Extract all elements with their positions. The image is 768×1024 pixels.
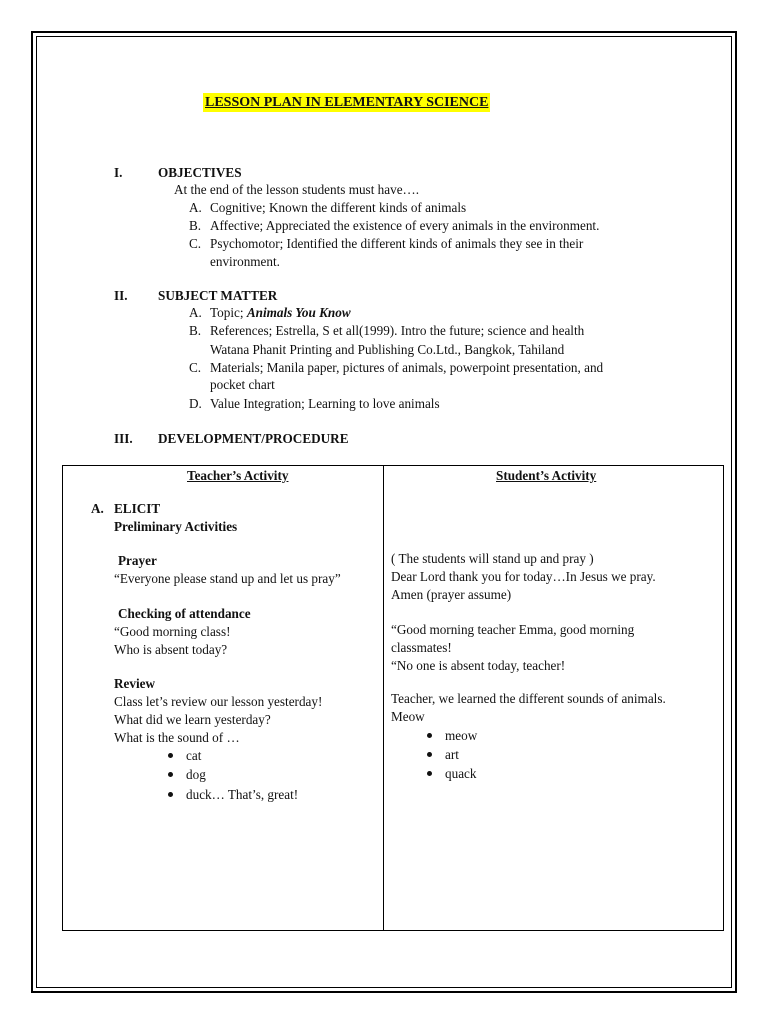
elicit-letter: A. — [91, 501, 104, 516]
bullet-dot — [427, 752, 432, 757]
bullet-dot — [427, 733, 432, 738]
attendance-teacher-text-2: Who is absent today? — [114, 642, 228, 657]
attendance-student-text-1: “Good morning teacher Emma, good morning — [391, 622, 635, 637]
prayer-student-text-3: Amen (prayer assume) — [391, 587, 512, 602]
subject-references: References; Estrella, S et all(1999). Intro the future; science and health — [210, 323, 585, 338]
subject-c-letter: C. — [189, 360, 202, 375]
subject-matter-heading: SUBJECT MATTER — [158, 288, 278, 303]
activity-table-divider — [383, 465, 384, 931]
subject-d-letter: D. — [189, 396, 202, 411]
teacher-bullet-item — [168, 766, 206, 784]
teacher-activity-header: Teacher’s Activity — [187, 468, 289, 483]
subject-materials-cont: pocket chart — [210, 377, 275, 392]
objectives-heading: OBJECTIVES — [158, 165, 242, 180]
teacher-bullet-item — [168, 786, 298, 804]
bullet-dot — [168, 772, 173, 777]
review-heading: Review — [114, 676, 156, 691]
student-bullet-item — [427, 765, 477, 783]
student-bullet-item — [427, 746, 459, 764]
prayer-student-text-1: ( The students will stand up and pray ) — [391, 551, 594, 566]
teacher-bullet-text: dog — [186, 767, 206, 782]
objectives-intro: At the end of the lesson students must have…. — [174, 182, 420, 197]
subject-matter-number: II. — [114, 288, 128, 303]
prayer-teacher-text: “Everyone please stand up and let us pray” — [114, 571, 341, 586]
subject-materials: Materials; Manila paper, pictures of animals, powerpoint presentation, and — [210, 360, 604, 375]
subject-value-integration: Value Integration; Learning to love animals — [210, 396, 440, 411]
objective-c-text-cont: environment. — [210, 254, 280, 269]
student-bullet-text: meow — [445, 728, 478, 743]
objective-c-letter: C. — [189, 236, 202, 251]
objectives-number: I. — [114, 165, 123, 180]
objective-b-text: Affective; Appreciated the existence of every animals in the environment. — [210, 218, 600, 233]
subject-topic-value: Animals You Know — [246, 305, 351, 320]
review-student-text-1: Teacher, we learned the different sounds of animals. — [391, 691, 666, 706]
teacher-bullet-item — [168, 747, 201, 765]
subject-a-letter: A. — [189, 305, 202, 320]
document-title: LESSON PLAN IN ELEMENTARY SCIENCE — [205, 95, 489, 110]
bullet-dot — [427, 771, 432, 776]
review-teacher-text-3: What is the sound of … — [114, 730, 240, 745]
attendance-teacher-text-1: “Good morning class! — [114, 624, 231, 639]
student-bullet-item — [427, 727, 477, 745]
attendance-student-text-3: “No one is absent today, teacher! — [391, 658, 566, 673]
development-heading: DEVELOPMENT/PROCEDURE — [158, 431, 349, 446]
development-number: III. — [114, 431, 133, 446]
student-bullet-text: quack — [445, 766, 477, 781]
student-activity-header: Student’s Activity — [496, 468, 597, 483]
elicit-heading: ELICIT — [114, 501, 161, 516]
review-teacher-text-2: What did we learn yesterday? — [114, 712, 271, 727]
prayer-heading: Prayer — [118, 553, 157, 568]
attendance-heading: Checking of attendance — [118, 606, 251, 621]
objective-a-text: Cognitive; Known the different kinds of animals — [210, 200, 467, 215]
subject-topic — [210, 304, 351, 322]
bullet-dot — [168, 753, 173, 758]
attendance-student-text-2: classmates! — [391, 640, 452, 655]
subject-topic-prefix: Topic; — [210, 305, 247, 320]
objective-b-letter: B. — [189, 218, 202, 233]
subject-b-letter: B. — [189, 323, 202, 338]
teacher-bullet-text: duck… That’s, great! — [186, 787, 299, 802]
objective-c-text: Psychomotor; Identified the different kinds of animals they see in their — [210, 236, 584, 251]
objective-a-letter: A. — [189, 200, 202, 215]
bullet-dot — [168, 792, 173, 797]
preliminary-activities-heading: Preliminary Activities — [114, 519, 238, 534]
student-bullet-text: art — [445, 747, 459, 762]
teacher-bullet-text: cat — [186, 748, 202, 763]
review-teacher-text-1: Class let’s review our lesson yesterday! — [114, 694, 323, 709]
subject-references-cont: Watana Phanit Printing and Publishing Co.Ltd., Bangkok, Tahiland — [210, 342, 565, 357]
review-student-text-2: Meow — [391, 709, 425, 724]
prayer-student-text-2: Dear Lord thank you for today…In Jesus we pray. — [391, 569, 656, 584]
